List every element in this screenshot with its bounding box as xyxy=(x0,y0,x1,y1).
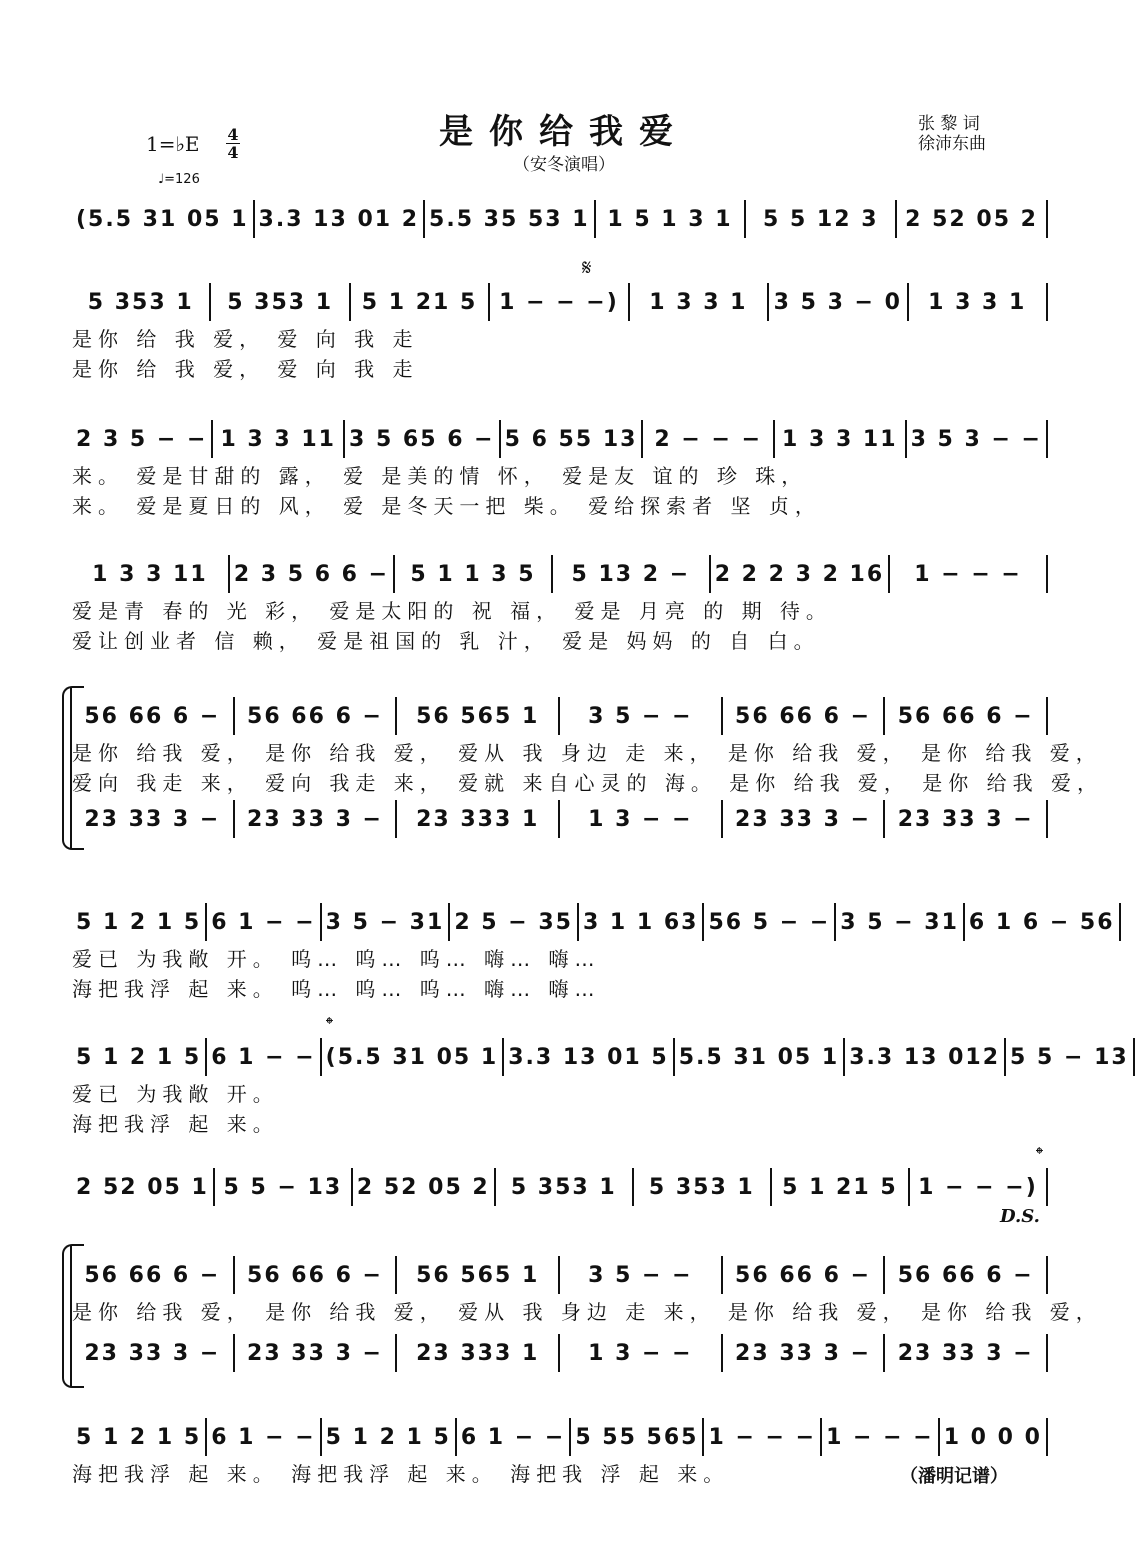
measure: 5 5 12 3 xyxy=(744,200,895,238)
measure: 1 3 3 1 xyxy=(907,283,1046,321)
measure: 2 3 5 6 6 − xyxy=(228,555,393,593)
time-signature-top: 4 xyxy=(227,125,239,144)
notes-row xyxy=(72,1038,1129,1076)
measure: (5.5 31 05 1 xyxy=(76,206,249,232)
notes-row xyxy=(72,1418,1048,1456)
measure: 23 33 3 − xyxy=(883,800,1046,838)
measure: 23 333 1 xyxy=(395,800,558,838)
measure: 5 55 565 xyxy=(569,1418,702,1456)
measure: 56 565 1 xyxy=(395,697,558,735)
measure: 23 33 3 − xyxy=(84,1340,221,1366)
measure: 5 353 1 xyxy=(87,289,194,315)
measure: 5 1 2 1 5 xyxy=(76,909,202,935)
notes-row xyxy=(72,555,1048,593)
lyric-line: 是你 给我 爱， 是你 给我 爱， 爱从 我 身边 走 来， 是你 给我 爱， 是你 给我 爱， xyxy=(72,741,1102,765)
measure: 23 33 3 − xyxy=(721,800,884,838)
key-signature: 1=♭E xyxy=(146,132,200,156)
lyricist: 张 黎 词 xyxy=(918,114,980,134)
tempo-marking: ♩=126 xyxy=(158,172,200,187)
barline xyxy=(1046,1418,1048,1456)
measure: 2 5 − 35 xyxy=(448,903,577,941)
notes-row xyxy=(72,1256,1048,1294)
barline xyxy=(1046,1334,1048,1372)
measure: 3 1 1 63 xyxy=(577,903,703,941)
measure: 23 333 1 xyxy=(395,1334,558,1372)
measure: 6 1 − − xyxy=(205,1038,319,1076)
measure: 56 66 6 − xyxy=(721,1256,884,1294)
measure: 3.3 13 012 xyxy=(843,1038,1004,1076)
subtitle: （安冬演唱） xyxy=(513,155,615,175)
measure: 1 3 − − xyxy=(558,800,721,838)
measure: 6 1 − − xyxy=(205,903,319,941)
lyric-line: 爱向 我走 来， 爱向 我走 来， 爱就 来自心灵的 海。 是你 给我 爱， 是你 给我 爱， xyxy=(72,771,1104,795)
measure: 3 5 − − xyxy=(558,697,721,735)
ds-mark: D.S. xyxy=(1000,1206,1040,1227)
lyric-line: 海把我浮 起 来。 海把我浮 起 来。 海把我 浮 起 来。 xyxy=(72,1462,730,1486)
barline xyxy=(1046,200,1048,238)
barline xyxy=(1119,903,1121,941)
measure: 5 5 − 13 xyxy=(213,1168,351,1206)
lyric-line: 来。 爱是甘甜的 露， 爱 是美的情 怀， 爱是友 谊的 珍 珠， xyxy=(72,464,808,488)
barline xyxy=(1046,1168,1048,1206)
measure: 1 − − − xyxy=(820,1418,938,1456)
measure: 1 5 1 3 1 xyxy=(594,200,745,238)
measure: 2 − − − xyxy=(641,420,773,458)
measure: 23 33 3 − xyxy=(233,1334,396,1372)
lyric-line: 爱让创业者 信 赖， 爱是祖国的 乳 汁， 爱是 妈妈 的 自 白。 xyxy=(72,629,820,653)
barline xyxy=(1046,555,1048,593)
measure: 1 − − − xyxy=(702,1418,820,1456)
measure: 56 66 6 − xyxy=(84,1262,221,1288)
lyric-line: 海把我浮 起 来。 xyxy=(72,1112,279,1136)
notes-row xyxy=(72,420,1048,458)
measure: 5 5 − 13 xyxy=(1004,1038,1133,1076)
measure: 6 1 6 − 56 xyxy=(963,903,1119,941)
measure: 1 − − −) xyxy=(908,1168,1046,1206)
barline xyxy=(1046,420,1048,458)
time-signature xyxy=(226,126,240,161)
measure: 23 33 3 − xyxy=(721,1334,884,1372)
measure: 5 6 55 13 xyxy=(499,420,642,458)
measure: 56 66 6 − xyxy=(84,703,221,729)
lyric-line: 爱是青 春的 光 彩， 爱是太阳的 祝 福， 爱是 月亮 的 期 待。 xyxy=(72,599,832,623)
lyric-line: 海把我浮 起 来。 呜… 呜… 呜… 嗨… 嗨… xyxy=(72,977,601,1001)
measure: 3 5 3 − − xyxy=(905,420,1046,458)
measure: 2 52 05 2 xyxy=(351,1168,494,1206)
measure: 56 66 6 − xyxy=(233,697,396,735)
lyric-line: 来。 爱是夏日的 风， 爱 是冬天一把 柴。 爱给探索者 坚 贞， xyxy=(72,494,821,518)
measure: 1 3 3 11 xyxy=(92,561,208,587)
measure: 2 52 05 1 xyxy=(76,1174,209,1200)
measure: 5 1 2 1 5 xyxy=(76,1044,202,1070)
measure: 2 3 5 − − xyxy=(76,426,208,452)
lyric-line: 是你 给 我 爱， 爱 向 我 走 xyxy=(72,327,419,351)
measure: 1 3 − − xyxy=(558,1334,721,1372)
coda-mark-1: 𝄌 xyxy=(326,1012,333,1036)
measure: 2 2 2 3 2 16 xyxy=(709,555,888,593)
measure: 23 33 3 − xyxy=(84,806,221,832)
measure: 5 1 21 5 xyxy=(770,1168,908,1206)
notes-row xyxy=(72,1168,1048,1206)
coda-mark-2: 𝄌 xyxy=(1036,1142,1043,1166)
measure: 3.3 13 01 5 xyxy=(502,1038,673,1076)
barline xyxy=(1133,1038,1135,1076)
measure: 1 − − − xyxy=(888,555,1046,593)
time-signature-bottom: 4 xyxy=(227,143,239,162)
measure: 56 565 1 xyxy=(395,1256,558,1294)
measure: 5.5 35 53 1 xyxy=(423,200,594,238)
measure: 5.5 31 05 1 xyxy=(673,1038,844,1076)
measure: 3 5 3 − 0 xyxy=(767,283,906,321)
measure: 3 5 − 31 xyxy=(834,903,963,941)
notes-row xyxy=(72,903,1115,941)
measure: 6 1 − − xyxy=(455,1418,569,1456)
measure: (5.5 31 05 1 xyxy=(320,1038,503,1076)
measure: 6 1 − − xyxy=(205,1418,319,1456)
notes-row xyxy=(72,1334,1048,1372)
measure: 5 1 1 3 5 xyxy=(393,555,551,593)
lyric-line: 是你 给我 爱， 是你 给我 爱， 爱从 我 身边 走 来， 是你 给我 爱， 是你 给我 爱， xyxy=(72,1300,1102,1324)
measure: 3.3 13 01 2 xyxy=(253,200,424,238)
notes-row xyxy=(72,800,1048,838)
measure: 3 5 65 6 − xyxy=(343,420,499,458)
composer: 徐沛东曲 xyxy=(918,134,986,154)
measure: 1 − − −) xyxy=(488,283,627,321)
measure: 1 3 3 11 xyxy=(211,420,343,458)
measure: 1 0 0 0 xyxy=(938,1418,1046,1456)
transcriber: （潘明记谱） xyxy=(900,1466,1008,1487)
measure: 5 353 1 xyxy=(209,283,348,321)
measure: 56 5 − − xyxy=(702,903,834,941)
measure: 5 1 2 1 5 xyxy=(76,1424,202,1450)
measure: 56 66 6 − xyxy=(233,1256,396,1294)
measure: 23 33 3 − xyxy=(233,800,396,838)
measure: 56 66 6 − xyxy=(721,697,884,735)
barline xyxy=(1046,697,1048,735)
barline xyxy=(1046,800,1048,838)
credits xyxy=(918,114,986,154)
segno-mark: 𝄋 xyxy=(582,256,592,281)
measure: 56 66 6 − xyxy=(883,697,1046,735)
measure: 23 33 3 − xyxy=(883,1334,1046,1372)
measure: 5 1 2 1 5 xyxy=(320,1418,455,1456)
measure: 1 3 3 1 xyxy=(628,283,767,321)
notes-row xyxy=(72,283,1048,321)
measure: 56 66 6 − xyxy=(883,1256,1046,1294)
measure: 5 1 21 5 xyxy=(349,283,488,321)
measure: 3 5 − − xyxy=(558,1256,721,1294)
lyric-line: 是你 给 我 爱， 爱 向 我 走 xyxy=(72,357,419,381)
measure: 5 353 1 xyxy=(632,1168,770,1206)
measure: 1 3 3 11 xyxy=(773,420,905,458)
lyric-line: 爱已 为我敞 开。 呜… 呜… 呜… 嗨… 嗨… xyxy=(72,947,601,971)
barline xyxy=(1046,1256,1048,1294)
notes-row xyxy=(72,200,1048,238)
notes-row xyxy=(72,697,1048,735)
barline xyxy=(1046,283,1048,321)
measure: 2 52 05 2 xyxy=(895,200,1046,238)
title: 是你给我爱 xyxy=(439,112,689,152)
measure: 5 13 2 − xyxy=(551,555,709,593)
lyric-line: 爱已 为我敞 开。 xyxy=(72,1082,279,1106)
measure: 3 5 − 31 xyxy=(320,903,449,941)
measure: 5 353 1 xyxy=(494,1168,632,1206)
